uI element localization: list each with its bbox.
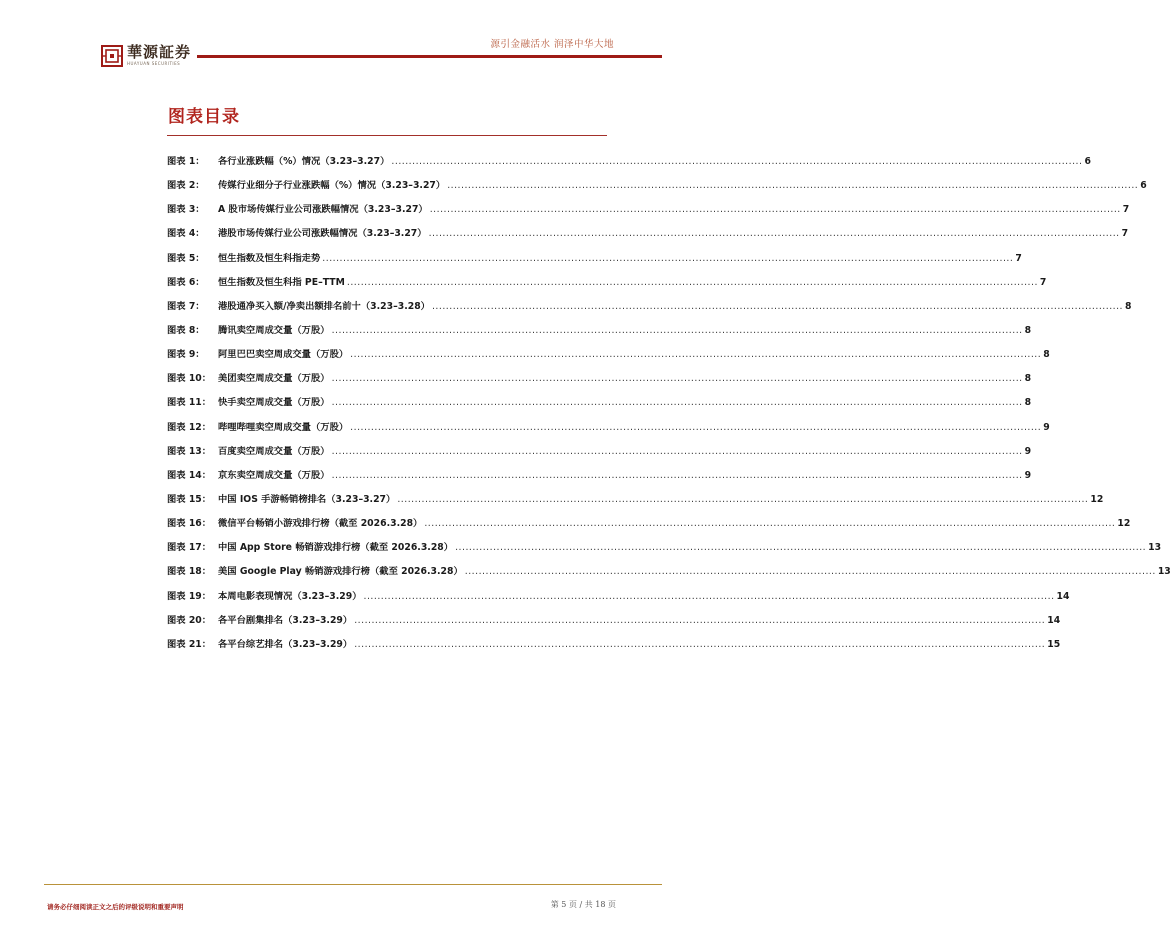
toc-entry[interactable] bbox=[167, 273, 1047, 297]
table-of-figures bbox=[167, 152, 1171, 659]
logo-seal-icon bbox=[101, 45, 123, 67]
page-header bbox=[0, 0, 662, 70]
toc-entry-title: 哔哩哔哩卖空周成交量（万股） bbox=[218, 421, 349, 433]
toc-entry-page: 13 bbox=[1148, 542, 1162, 554]
toc-leader-dots bbox=[347, 273, 1038, 293]
toc-entry-number: 图表 6： bbox=[167, 276, 205, 288]
toc-entry-page: 8 bbox=[1024, 324, 1032, 336]
toc-leader-dots bbox=[429, 224, 1120, 244]
toc-entry-page: 7 bbox=[1121, 228, 1129, 240]
toc-entry-title: 各行业涨跌幅（%）情况（3.23–3.27） bbox=[218, 156, 390, 167]
toc-leader-dots bbox=[350, 345, 1041, 365]
toc-entry-page: 12 bbox=[1090, 493, 1104, 505]
toc-entry-title: 腾讯卖空周成交量（万股） bbox=[218, 324, 330, 336]
toc-entry-title: A 股市场传媒行业公司涨跌幅情况（3.23–3.27） bbox=[218, 204, 428, 216]
toc-leader-dots bbox=[350, 418, 1041, 438]
page-title: 图表目录 bbox=[168, 107, 240, 127]
toc-entry-title: 港股通净买入额/净卖出额排名前十（3.23–3.28） bbox=[218, 300, 430, 312]
toc-entry-number: 图表 15： bbox=[167, 493, 212, 505]
toc-entry-page: 12 bbox=[1117, 518, 1131, 530]
toc-entry-title: 各平台剧集排名（3.23–3.29） bbox=[218, 614, 353, 626]
toc-entry-number: 图表 11： bbox=[167, 397, 212, 409]
toc-entry[interactable] bbox=[167, 321, 1032, 345]
toc-leader-dots bbox=[391, 152, 1082, 172]
header-divider bbox=[197, 55, 662, 58]
toc-leader-dots bbox=[455, 538, 1146, 558]
toc-entry[interactable] bbox=[167, 224, 1129, 248]
title-divider bbox=[167, 135, 607, 136]
toc-leader-dots bbox=[332, 321, 1023, 341]
toc-entry-page: 7 bbox=[1039, 276, 1047, 288]
toc-entry-title: 本周电影表现情况（3.23–3.29） bbox=[218, 590, 362, 602]
toc-entry[interactable] bbox=[167, 538, 1162, 562]
toc-entry-page: 15 bbox=[1047, 638, 1061, 650]
toc-entry-page: 13 bbox=[1157, 566, 1171, 578]
toc-entry-number: 图表 5： bbox=[167, 252, 205, 264]
toc-entry-number: 图表 14： bbox=[167, 469, 212, 481]
toc-entry-number: 图表 17： bbox=[167, 542, 212, 554]
toc-leader-dots bbox=[447, 176, 1138, 196]
toc-leader-dots bbox=[432, 297, 1123, 317]
toc-leader-dots bbox=[332, 393, 1023, 413]
toc-entry-title: 美团卖空周成交量（万股） bbox=[218, 373, 330, 385]
toc-entry[interactable] bbox=[167, 490, 1104, 514]
toc-entry-page: 8 bbox=[1043, 349, 1050, 361]
toc-leader-dots bbox=[465, 562, 1156, 582]
toc-entry-number: 图表 9： bbox=[167, 349, 205, 361]
toc-entry-number: 图表 20： bbox=[167, 614, 212, 626]
toc-entry-number: 图表 12： bbox=[167, 421, 212, 433]
toc-entry[interactable] bbox=[167, 200, 1130, 224]
toc-entry-number: 图表 4： bbox=[167, 228, 205, 240]
toc-entry-number: 图表 19： bbox=[167, 590, 212, 602]
page-number: 第 5 页 / 共 18 页 bbox=[550, 900, 616, 909]
toc-entry-page: 14 bbox=[1047, 614, 1061, 626]
toc-entry[interactable] bbox=[167, 176, 1147, 200]
toc-entry-title: 各平台综艺排名（3.23–3.29） bbox=[218, 638, 353, 650]
toc-entry-title: 阿里巴巴卖空周成交量（万股） bbox=[218, 349, 349, 361]
logo-subtext: HUAYUAN SECURITIES bbox=[127, 61, 181, 66]
toc-entry[interactable] bbox=[167, 635, 1061, 659]
toc-entry-title: 中国 IOS 手游畅销榜排名（3.23–3.27） bbox=[218, 493, 396, 505]
toc-entry-page: 9 bbox=[1024, 469, 1032, 481]
toc-entry-page: 6 bbox=[1084, 156, 1091, 167]
toc-entry-number: 图表 10： bbox=[167, 373, 212, 385]
toc-entry[interactable] bbox=[167, 466, 1032, 490]
toc-leader-dots bbox=[354, 611, 1045, 631]
toc-leader-dots bbox=[354, 635, 1045, 655]
toc-entry-title: 中国 App Store 畅销游戏排行榜（截至 2026.3.28） bbox=[218, 542, 454, 554]
toc-entry-page: 6 bbox=[1140, 180, 1147, 192]
toc-entry[interactable] bbox=[167, 562, 1171, 586]
toc-entry-title: 美国 Google Play 畅销游戏排行榜（截至 2026.3.28） bbox=[218, 566, 463, 578]
toc-entry-title: 微信平台畅销小游戏排行榜（截至 2026.3.28） bbox=[218, 518, 423, 530]
toc-entry-title: 港股市场传媒行业公司涨跌幅情况（3.23–3.27） bbox=[218, 228, 427, 240]
toc-entry-number: 图表 18： bbox=[167, 566, 212, 578]
toc-entry[interactable] bbox=[167, 587, 1070, 611]
toc-entry[interactable] bbox=[167, 152, 1091, 176]
footer-divider bbox=[44, 884, 662, 885]
toc-entry[interactable] bbox=[167, 418, 1050, 442]
toc-leader-dots bbox=[364, 587, 1055, 607]
toc-leader-dots bbox=[332, 442, 1023, 462]
toc-entry[interactable] bbox=[167, 297, 1132, 321]
toc-leader-dots bbox=[332, 466, 1023, 486]
logo-text: 華源証券 bbox=[127, 43, 192, 61]
toc-leader-dots bbox=[430, 200, 1121, 220]
toc-entry-page: 14 bbox=[1056, 590, 1070, 602]
toc-entry-number: 图表 16： bbox=[167, 518, 212, 530]
toc-entry-title: 恒生指数及恒生科指走势 bbox=[218, 252, 321, 264]
toc-entry[interactable] bbox=[167, 442, 1032, 466]
toc-entry-number: 图表 21： bbox=[167, 638, 212, 650]
toc-entry-number: 图表 1： bbox=[167, 156, 205, 167]
toc-entry-number: 图表 8： bbox=[167, 324, 205, 336]
toc-leader-dots bbox=[397, 490, 1088, 510]
toc-entry-page: 8 bbox=[1125, 300, 1132, 312]
toc-entry-title: 京东卖空周成交量（万股） bbox=[218, 469, 330, 481]
toc-leader-dots bbox=[424, 514, 1115, 534]
toc-entry-page: 7 bbox=[1122, 204, 1130, 216]
toc-entry-number: 图表 7： bbox=[167, 300, 205, 312]
header-slogan: 源引金融活水 润泽中华大地 bbox=[490, 39, 614, 50]
toc-entry-page: 8 bbox=[1024, 373, 1032, 385]
toc-entry-page: 9 bbox=[1043, 421, 1050, 433]
toc-entry[interactable] bbox=[167, 369, 1032, 393]
toc-entry-number: 图表 2： bbox=[167, 180, 205, 192]
toc-entry[interactable] bbox=[167, 249, 1022, 273]
toc-entry-page: 9 bbox=[1024, 445, 1032, 457]
toc-entry-title: 传媒行业细分子行业涨跌幅（%）情况（3.23–3.27） bbox=[218, 180, 446, 192]
toc-entry-number: 图表 13： bbox=[167, 445, 212, 457]
toc-entry[interactable] bbox=[167, 611, 1061, 635]
toc-leader-dots bbox=[322, 249, 1013, 269]
toc-entry[interactable] bbox=[167, 345, 1050, 369]
toc-entry-title: 快手卖空周成交量（万股） bbox=[218, 397, 330, 409]
toc-entry-title: 恒生指数及恒生科指 PE–TTM bbox=[218, 276, 345, 288]
toc-entry[interactable] bbox=[167, 393, 1032, 417]
toc-leader-dots bbox=[332, 369, 1023, 389]
toc-entry[interactable] bbox=[167, 514, 1131, 538]
toc-entry-page: 7 bbox=[1015, 252, 1022, 264]
company-logo bbox=[101, 44, 191, 67]
footer-disclaimer: 请务必仔细阅读正文之后的评级说明和重要声明 bbox=[47, 903, 184, 911]
toc-entry-number: 图表 3： bbox=[167, 204, 205, 216]
toc-entry-title: 百度卖空周成交量（万股） bbox=[218, 445, 330, 457]
toc-entry-page: 8 bbox=[1024, 397, 1032, 409]
